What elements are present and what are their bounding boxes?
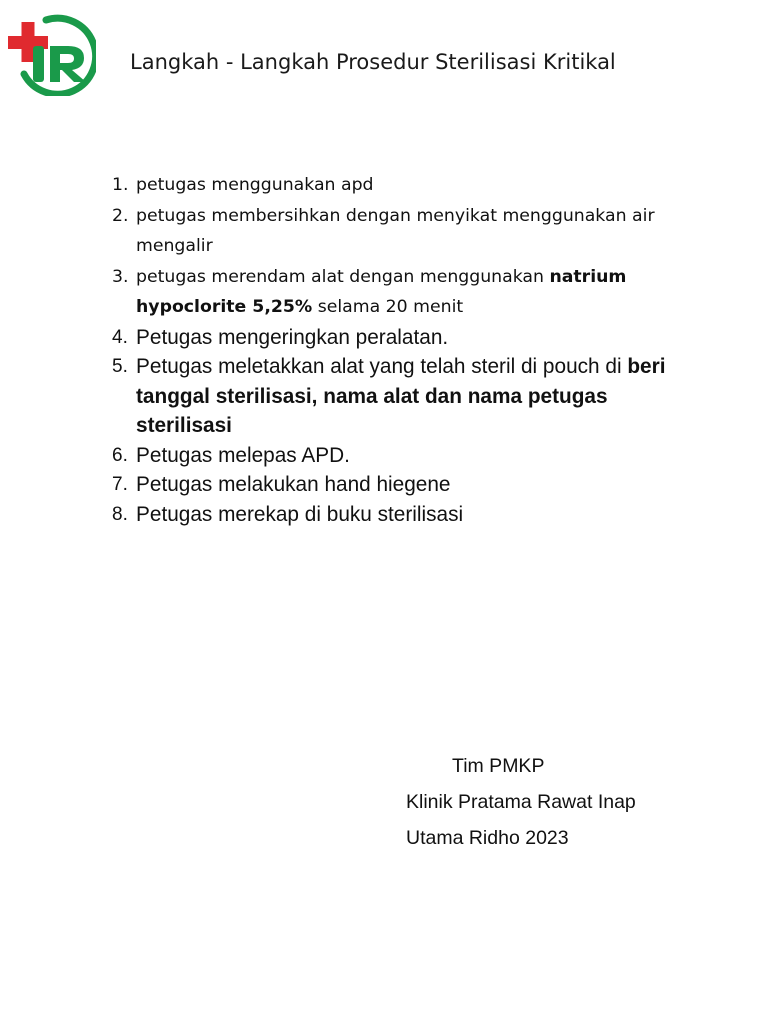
list-item bbox=[112, 470, 692, 500]
step-number: 1. bbox=[112, 175, 129, 195]
sterilization-steps-list bbox=[112, 170, 692, 529]
step-number: 3. bbox=[112, 266, 129, 287]
step-text bbox=[136, 262, 692, 323]
list-item bbox=[112, 201, 692, 262]
step-text-part: selama 20 menit bbox=[312, 297, 464, 317]
step-text: Petugas mengeringkan peralatan. bbox=[136, 325, 449, 349]
step-text: Petugas merekap di buku sterilisasi bbox=[136, 502, 464, 526]
step-text-bold: beri tanggal sterilisasi, nama alat dan nama petugas sterilisasi bbox=[136, 355, 666, 437]
step-number: 7. bbox=[112, 474, 128, 495]
step-number: 2. bbox=[112, 205, 129, 226]
step-number: 4. bbox=[112, 326, 128, 348]
clinic-logo-icon bbox=[6, 10, 96, 96]
step-text: Petugas melakukan hand hiegene bbox=[136, 473, 451, 496]
signature-block bbox=[406, 754, 636, 862]
step-text: Petugas melepas APD. bbox=[136, 443, 350, 467]
step-text: petugas menggunakan apd bbox=[136, 175, 374, 195]
list-item bbox=[112, 262, 692, 323]
list-item bbox=[112, 352, 692, 441]
step-text-bold: natrium hypoclorite 5,25% bbox=[136, 266, 627, 317]
step-text-part: Petugas meletakkan alat yang telah steril di pouch di bbox=[136, 355, 628, 378]
step-text: petugas membersihkan dengan menyikat menggunakan air mengalir bbox=[136, 205, 655, 256]
signature-location-year: Utama Ridho 2023 bbox=[406, 827, 569, 849]
page-title: Langkah - Langkah Prosedur Sterilisasi Kritikal bbox=[130, 50, 616, 74]
step-text-part: petugas merendam alat dengan menggunakan bbox=[136, 266, 550, 287]
step-number: 5. bbox=[112, 356, 128, 377]
list-item bbox=[112, 441, 692, 471]
signature-clinic: Klinik Pratama Rawat Inap bbox=[406, 791, 636, 813]
list-item bbox=[112, 323, 692, 353]
signature-team: Tim PMKP bbox=[452, 755, 545, 777]
step-number: 6. bbox=[112, 444, 128, 466]
list-item bbox=[112, 170, 692, 201]
step-number: 8. bbox=[112, 503, 128, 525]
step-text bbox=[136, 352, 692, 441]
list-item bbox=[112, 500, 692, 530]
